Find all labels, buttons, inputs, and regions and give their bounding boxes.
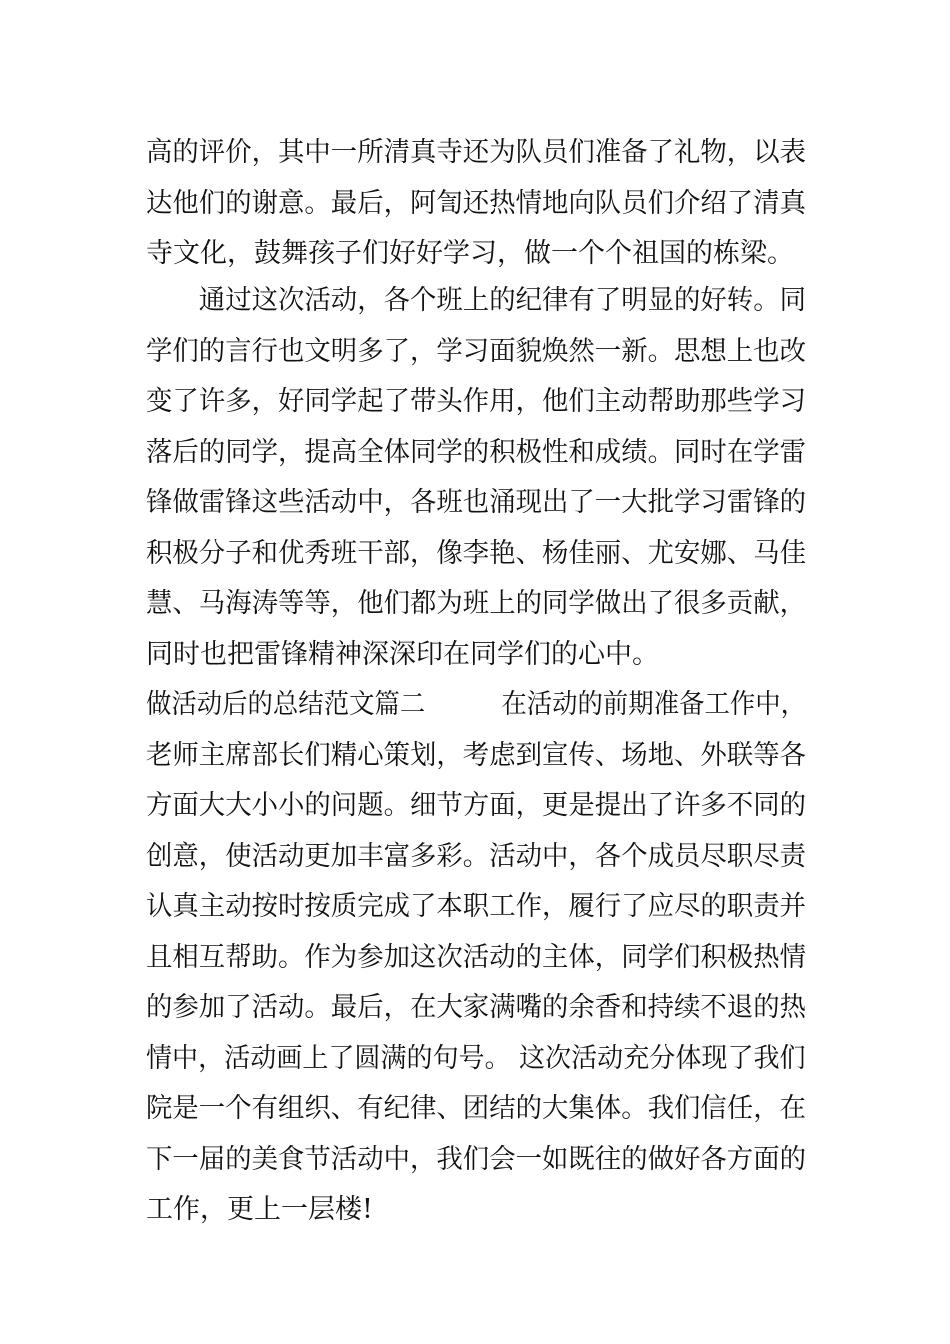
text-line: 老师主席部长们精心策划，考虑到宣传、场地、外联等各 — [146, 739, 806, 771]
text-line: 寺文化，鼓舞孩子们好好学习，做一个个祖国的栋梁。 — [146, 238, 794, 269]
text-line: 落后的同学，提高全体同学的积极性和成绩。同时在学雷 — [146, 436, 806, 468]
text-line: 下一届的美食节活动中，我们会一如既往的做好各方面的 — [146, 1143, 806, 1175]
text-line: 通过这次活动，各个班上的纪律有了明显的好转。同 — [146, 285, 806, 316]
paragraph-continued — [146, 128, 806, 280]
text-line: 达他们的谢意。最后，阿訇还热情地向队员们介绍了清真 — [146, 187, 806, 219]
text-line: 慧、马海涛等等，他们都为班上的同学做出了很多贡献， — [146, 588, 806, 619]
text-line: 锋做雷锋这些活动中，各班也涌现出了一大批学习雷锋的 — [146, 487, 806, 518]
section-heading-line: 做活动后的总结范文篇二 在活动的前期准备工作中， — [146, 689, 806, 720]
text-line: 情中，活动画上了圆满的句号。 这次活动充分体现了我们 — [146, 1042, 806, 1074]
text-line: 同时也把雷锋精神深深印在同学们的心中。 — [146, 638, 659, 670]
text-line: 高的评价，其中一所清真寺还为队员们准备了礼物，以表 — [146, 137, 806, 168]
paragraph-body — [146, 276, 806, 1236]
text-line: 创意，使活动更加丰富多彩。活动中，各个成员尽职尽责 — [146, 840, 806, 872]
text-line: 且相互帮助。作为参加这次活动的主体，同学们积极热情 — [146, 941, 806, 973]
text-line: 积极分子和优秀班干部，像李艳、杨佳丽、尤安娜、马佳 — [146, 537, 806, 569]
text-line: 认真主动按时按质完成了本职工作，履行了应尽的职责并 — [146, 891, 806, 922]
text-line: 学们的言行也文明多了，学习面貌焕然一新。思想上也改 — [146, 335, 806, 367]
text-line: 方面大大小小的问题。细节方面，更是提出了许多不同的 — [146, 790, 806, 821]
text-line: 的参加了活动。最后，在大家满嘴的余香和持续不退的热 — [146, 992, 806, 1023]
text-line: 院是一个有组织、有纪律、团结的大集体。我们信任，在 — [146, 1093, 806, 1124]
text-line: 变了许多，好同学起了带头作用，他们主动帮助那些学习 — [146, 386, 806, 417]
text-line: 工作，更上一层楼! — [146, 1194, 373, 1225]
